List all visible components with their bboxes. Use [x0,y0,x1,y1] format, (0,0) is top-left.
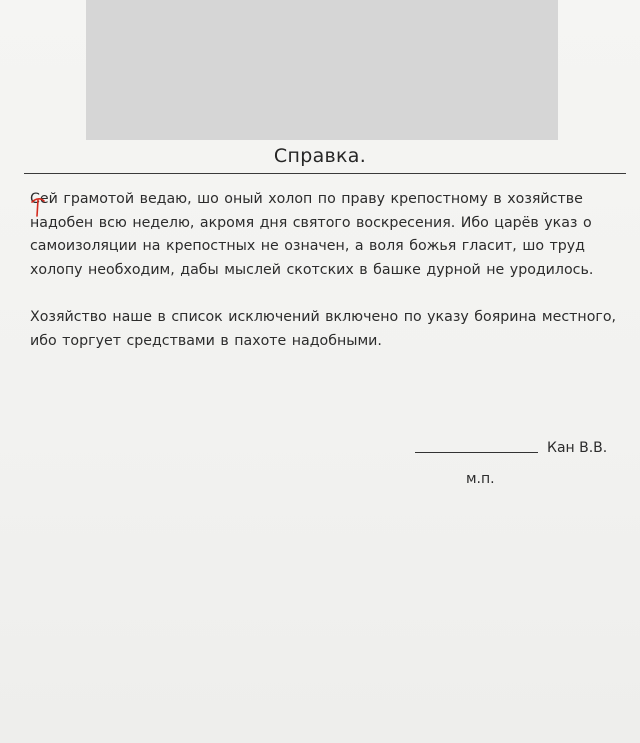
title-divider [24,173,626,174]
paragraph-1-line: надобен всю неделю, акромя дня святого воскресения. Ибо царёв указ о [30,214,592,231]
signature-line [415,452,538,453]
paragraph-1-line: Сей грамотой ведаю, шо оный холоп по праву крепостному в хозяйстве [30,191,583,207]
red-correction-mark-icon [30,196,46,218]
paragraph-2 [30,306,617,353]
paragraph-1-line: самоизоляции на крепостных не означен, а воля божья гласит, шо труд [30,238,585,254]
paragraph-1 [30,188,614,282]
signature-name: Кан В.В. [547,440,608,456]
paragraph-1-line: холопу необходим, дабы мыслей скотских в башке дурной не уродилось. [30,261,594,278]
document-title: Справка. [273,145,367,167]
paragraph-2-line: Хозяйство наше в список исключений включено по указу боярина местного, [30,309,617,325]
redacted-area [86,0,558,140]
paragraph-2-line: ибо торгует средствами в пахоте надобными. [30,332,382,349]
stamp-place-label: м.п. [466,471,495,487]
